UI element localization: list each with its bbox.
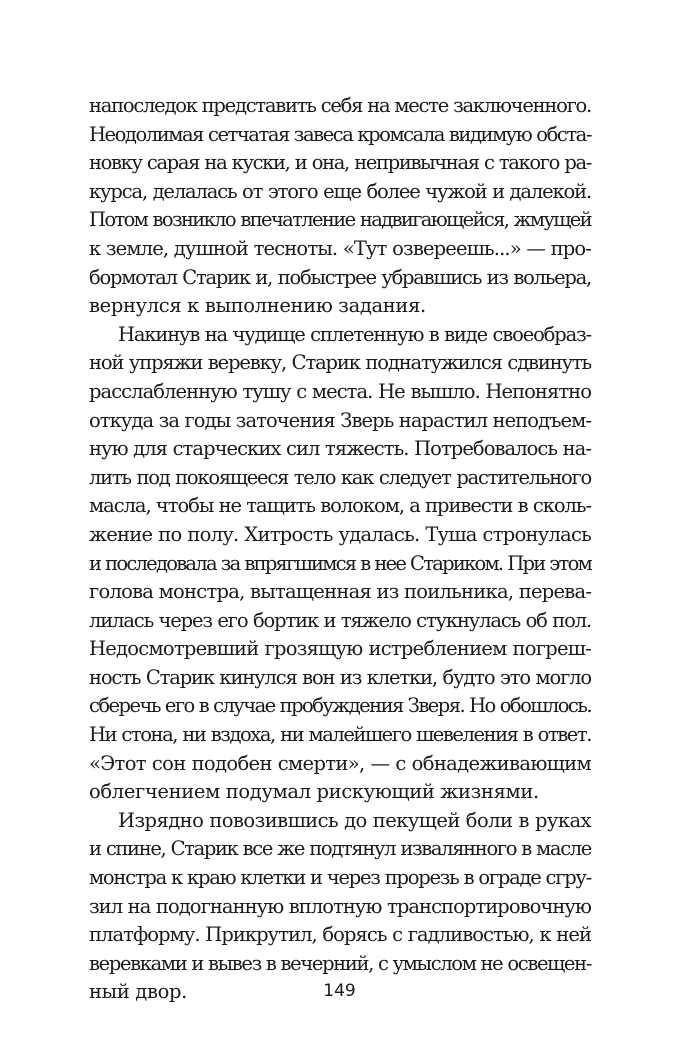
text-line: платформу. Прикрутил, борясь с гадливостью, к ней	[89, 923, 591, 947]
text-line: Потом возникло впечатление надвигающейся, жмущей	[89, 208, 591, 232]
text-line: и спине, Старик все же подтянул извалянного в масле	[89, 837, 591, 861]
paragraph	[89, 321, 591, 807]
text-line: Накинув на чудище сплетенную в виде своеобраз-	[118, 322, 591, 346]
text-line: веревками и вывез в вечерний, с умыслом не освещен-	[89, 951, 591, 975]
page-number: 149	[323, 981, 356, 1001]
text-line: откуда за годы заточения Зверь нарастил неподъем-	[89, 408, 591, 432]
text-line: Недосмотревший грозящую истреблением погреш-	[89, 637, 591, 661]
text-line: расслабленную тушу с места. Не вышло. Непонятно	[89, 379, 591, 403]
text-line: лилась через его бортик и тяжело стукнулась об пол.	[89, 608, 591, 632]
text-line: Ни стона, ни вздоха, ни малейшего шевеления в ответ.	[89, 723, 591, 747]
text-line: курса, делалась от этого еще более чужой и далекой.	[89, 179, 591, 203]
text-line: лить под покоящееся тело как следует растительного	[89, 465, 591, 489]
text-line: облегчением подумал рискующий жизнями.	[89, 780, 539, 804]
text-line: бормотал Старик и, побыстрее убравшись из вольера,	[89, 265, 591, 289]
paragraph	[89, 92, 591, 321]
text-line: новку сарая на куски, и она, непривычная с такого ра-	[89, 151, 591, 175]
text-line: вернулся к выполнению задания.	[89, 294, 426, 318]
text-line: ность Старик кинулся вон из клетки, будто это могло	[89, 665, 591, 689]
text-line: и последовала за впрягшимся в нее Стариком. При этом	[89, 551, 591, 575]
text-line: Неодолимая сетчатая завеса кромсала видимую обста-	[89, 122, 591, 146]
text-line: к земле, душной тесноты. «Тут озвереешь...» — про-	[89, 236, 591, 260]
text-line: масла, чтобы не тащить волоком, а привести в сколь-	[89, 494, 591, 518]
body-text	[89, 92, 591, 1007]
text-line: ную для старческих сил тяжесть. Потребовалось на-	[89, 437, 591, 461]
text-line: напоследок представить себя на месте заключенного.	[89, 94, 591, 117]
paragraph	[89, 807, 591, 1007]
text-line: жение по полу. Хитрость удалась. Туша стронулась	[89, 522, 591, 546]
text-line: сберечь его в случае пробуждения Зверя. Но обошлось.	[89, 694, 591, 718]
text-line: «Этот сон подобен смерти», — с обнадеживающим	[89, 751, 591, 775]
text-line: ной упряжи веревку, Старик поднатужился сдвинуть	[89, 351, 591, 375]
text-line: Изрядно повозившись до пекущей боли в руках	[118, 808, 591, 832]
text-line: ный двор.	[89, 980, 187, 1004]
text-line: голова монстра, вытащенная из поильника, перева-	[89, 580, 592, 604]
text-line: зил на подогнанную вплотную транспортировочную	[89, 894, 591, 918]
text-line: монстра к краю клетки и через прорезь в ограде сгру-	[89, 866, 591, 890]
